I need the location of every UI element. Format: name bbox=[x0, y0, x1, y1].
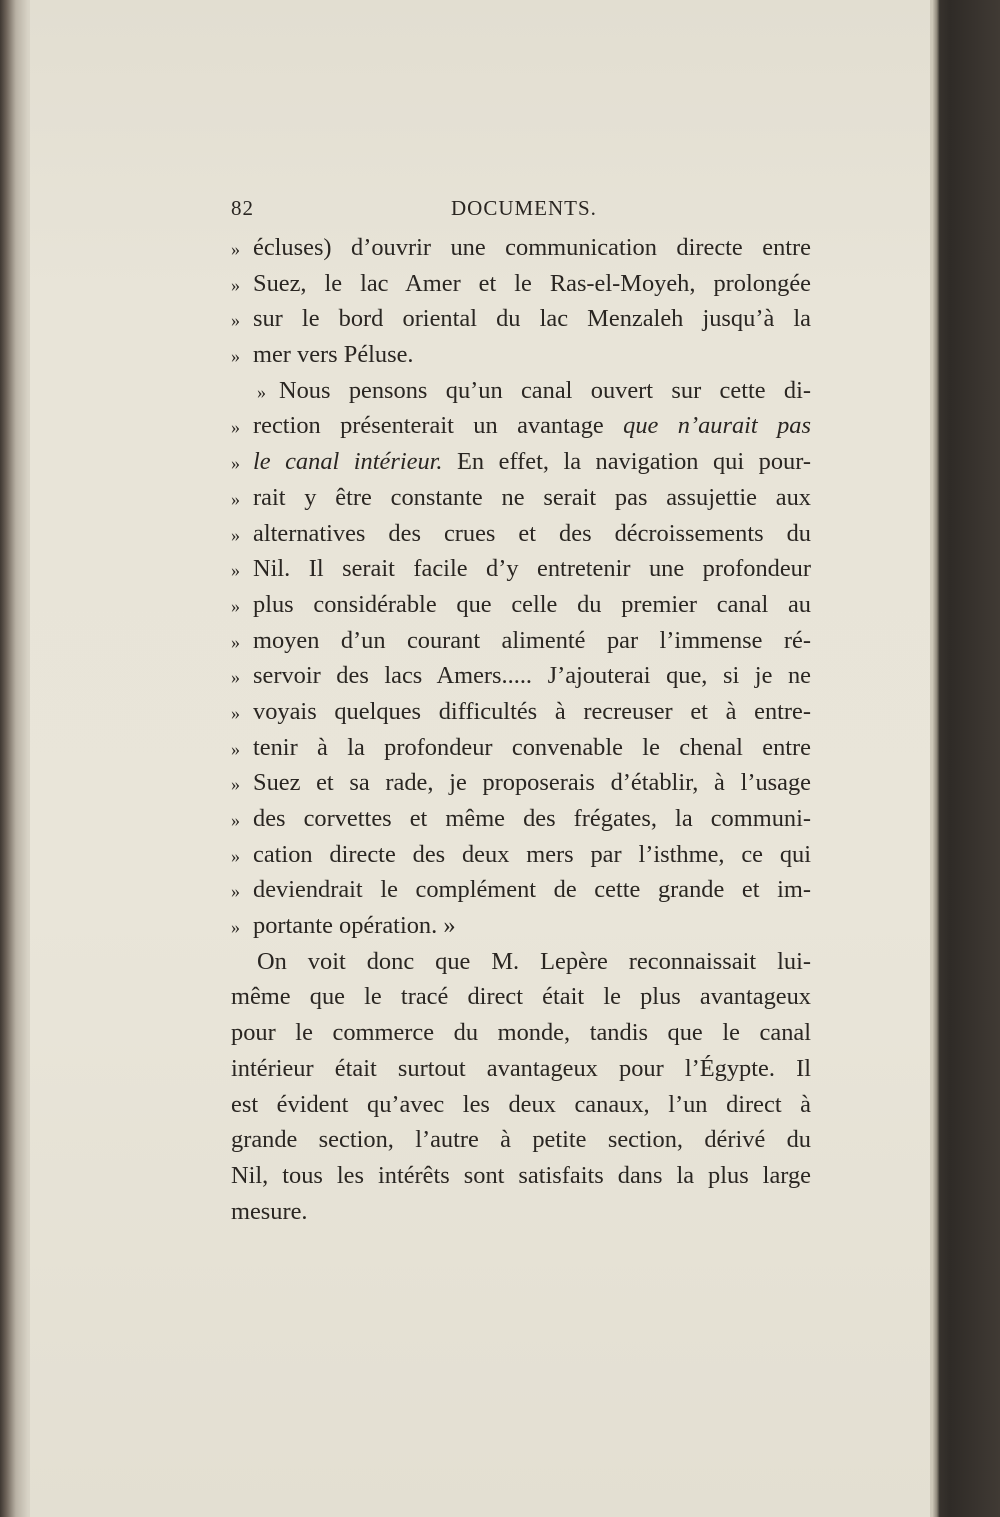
quote-mark: » bbox=[231, 524, 240, 545]
text-line: pour le commerce du monde, tandis que le canal bbox=[231, 1019, 811, 1047]
quote-mark: » bbox=[231, 631, 240, 652]
text-line: » deviendrait le complément de cette grande et im- bbox=[231, 872, 811, 908]
text-line: » des corvettes et même des frégates, la communi- bbox=[231, 801, 811, 837]
quote-mark: » bbox=[231, 810, 240, 830]
quote-mark: » bbox=[231, 239, 240, 259]
quote-mark: » bbox=[257, 381, 266, 402]
quote-mark: » bbox=[231, 845, 240, 866]
text-line: » écluses) d’ouvrir une communication directe entre bbox=[231, 230, 811, 266]
text-line: » tenir à la profondeur convenable le chenal entre bbox=[231, 730, 811, 766]
text-line: » mer vers Péluse. bbox=[231, 337, 811, 373]
text-line: Nil, tous les intérêts sont satisfaits dans la plus large bbox=[231, 1161, 811, 1189]
text-line: » voyais quelques difficultés à recreuser et à entre- bbox=[231, 694, 811, 730]
quote-mark: » bbox=[231, 417, 240, 438]
text-line: » moyen d’un courant alimenté par l’immense ré- bbox=[231, 623, 811, 659]
text-line: » cation directe des deux mers par l’isthme, ce qui bbox=[231, 837, 811, 873]
text-line: » Nous pensons qu’un canal ouvert sur cette di- bbox=[231, 373, 811, 409]
text-line: » servoir des lacs Amers..... J’ajouterai que, si je ne bbox=[231, 658, 811, 694]
text-line: » rait y être constante ne serait pas assujettie aux bbox=[231, 480, 811, 516]
quote-mark: » bbox=[231, 917, 240, 938]
text-line: mesure. bbox=[231, 1197, 308, 1225]
quote-mark: » bbox=[231, 738, 240, 759]
text-line: » rection présenterait un avantage que n’aurait pas bbox=[231, 408, 811, 444]
text-line: même que le tracé direct était le plus avantageux bbox=[231, 983, 811, 1011]
text-line: » portante opération. » bbox=[231, 908, 811, 944]
quote-mark: » bbox=[231, 774, 240, 795]
text-line: On voit donc que M. Lepère reconnaissait lui- bbox=[257, 947, 811, 975]
text-line: » plus considérable que celle du premier canal au bbox=[231, 587, 811, 623]
quote-mark: » bbox=[231, 453, 240, 474]
quote-mark: » bbox=[231, 667, 240, 688]
text-line: » Suez, le lac Amer et le Ras-el-Moyeh, prolongée bbox=[231, 266, 811, 302]
italic-text: que n’aurait pas bbox=[623, 412, 811, 440]
page-number: 82 bbox=[231, 196, 254, 220]
quote-mark: » bbox=[231, 881, 240, 902]
text-line: » alternatives des crues et des décroissements du bbox=[231, 516, 811, 552]
text-line: » Nil. Il serait facile d’y entretenir une profondeur bbox=[231, 551, 811, 587]
quote-mark: » bbox=[231, 595, 240, 616]
quote-mark: » bbox=[231, 488, 240, 509]
text-line: » le canal intérieur. En effet, la navigation qui pour- bbox=[231, 444, 811, 480]
quote-mark: » bbox=[231, 560, 240, 581]
header-title: DOCUMENTS. bbox=[451, 196, 597, 220]
quote-mark: » bbox=[231, 274, 240, 295]
text-line: grande section, l’autre à petite section, dérivé du bbox=[231, 1126, 811, 1154]
body-text bbox=[231, 230, 811, 1229]
italic-text: le canal intérieur. bbox=[253, 448, 443, 476]
text-line: intérieur était surtout avantageux pour l’Égypte. Il bbox=[231, 1054, 811, 1082]
text-line: » sur le bord oriental du lac Menzaleh jusqu’à la bbox=[231, 301, 811, 337]
running-head bbox=[231, 196, 811, 226]
quote-mark: » bbox=[231, 310, 240, 331]
page-edge bbox=[932, 0, 940, 1517]
text-line: » Suez et sa rade, je proposerais d’établir, à l’usage bbox=[231, 765, 811, 801]
quote-mark: » bbox=[231, 702, 240, 723]
quote-mark: » bbox=[231, 346, 240, 367]
text-line: est évident qu’avec les deux canaux, l’un direct à bbox=[231, 1090, 811, 1118]
